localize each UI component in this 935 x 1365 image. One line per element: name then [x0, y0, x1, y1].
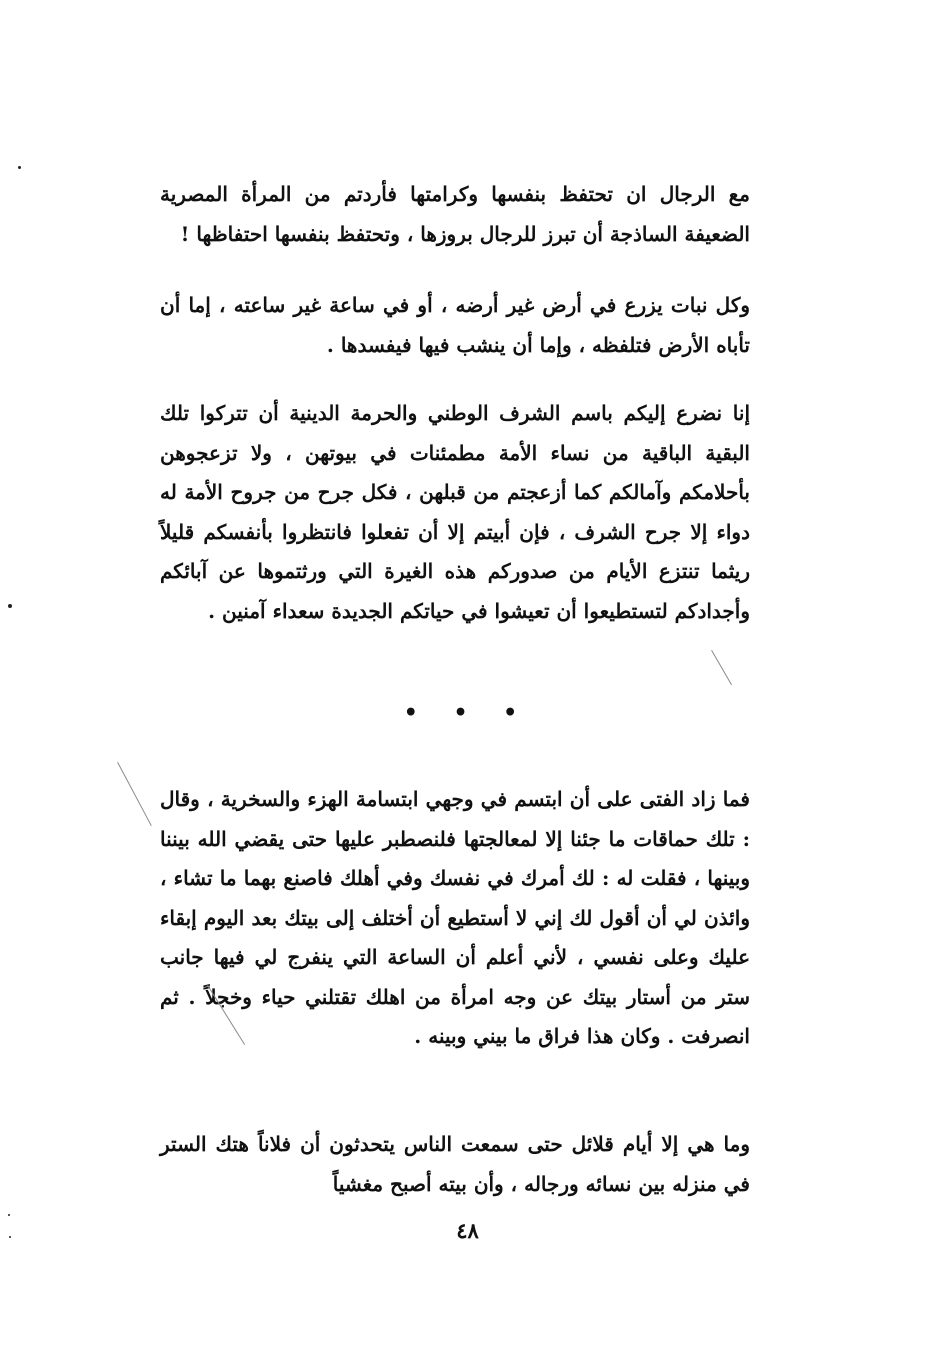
scan-speck — [18, 166, 21, 169]
paragraph-2: وكل نبات يزرع في أرض غير أرضه ، أو في ساعة غير ساعته ، إما أن تأباه الأرض فتلفظه ، وإما أن ينشب فيها فيفسدها . — [160, 293, 750, 357]
section-separator: • • • — [403, 700, 532, 726]
scan-speck — [8, 604, 12, 608]
paragraph-5: وما هي إلا أيام قلائل حتى سمعت الناس يتحدثون أن فلاناً هتك الستر في منزله بين نسائه ورجاله ، وأن بيته أصبح مغشياً — [160, 1132, 750, 1196]
paragraph-1: مع الرجال ان تحتفظ بنفسها وكرامتها فأردتم من المرأة المصرية الضعيفة الساذجة أن تبرز للرجال بروزها ، وتحتفظ بنفسها احتفاظها ! — [160, 182, 750, 246]
scan-speck — [9, 1236, 11, 1238]
paragraph-3: إنا نضرع إليكم باسم الشرف الوطني والحرمة الدينية أن تتركوا تلك البقية الباقية من نساء الأمة مطمئنات في بيوتهن ، ولا تزعجوهن بأحلامكم وآمالكم كما أزعجتم من قبلهن ، فكل جرح من جروح الأمة له دواء إلا جرح الشرف ، فإن أبيتم إلا أن تفعلوا فانتظروا بأنفسكم قليلاً ريثما تنتزع الأيام من صدوركم هذه الغيرة التي ورثتموها عن آبائكم وأجدادكم لتستطيعوا أن تعيشوا في حياتكم الجديدة سعداء آمنين . — [160, 401, 750, 623]
page-number: ٤٨ — [456, 1218, 479, 1243]
scan-streak — [117, 762, 152, 826]
scan-streak — [711, 650, 732, 685]
paragraph-4: فما زاد الفتى على أن ابتسم في وجهي ابتسامة الهزء والسخرية ، وقال : تلك حماقات ما جئنا إلا لمعالجتها فلنصطبر عليها حتى يقضي الله بيننا وبينها ، فقلت له : لك أمرك في نفسك وفي أهلك فاصنع بهما ما تشاء ، وائذن لي أن أقول لك إني لا أستطيع أن أختلف إلى بيتك بعد اليوم إبقاء عليك وعلى نفسي ، لأني أعلم أن الساعة التي ينفرج لي فيها جانب ستر من أستار بيتك عن وجه امرأة من اهلك تقتلني حياء وخجلاً . ثم انصرفت . وكان هذا فراق ما بيني وبينه . — [160, 787, 750, 1048]
scan-speck — [8, 1214, 10, 1216]
